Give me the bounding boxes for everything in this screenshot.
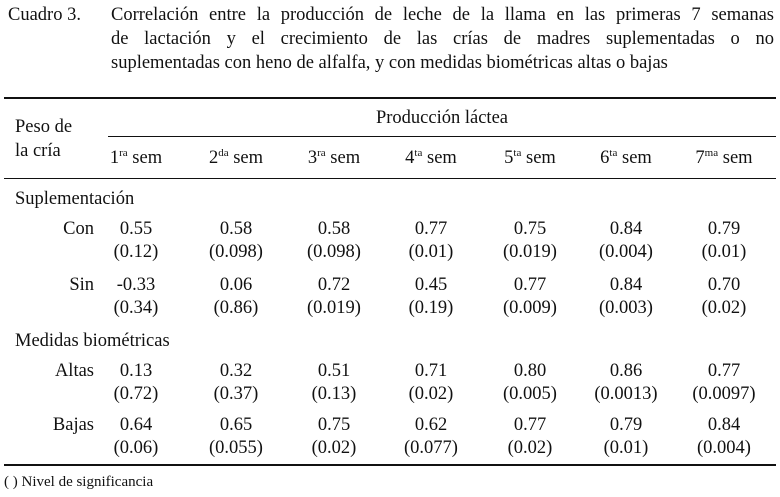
week-unit: sem [427, 148, 457, 168]
significance-value: (0.01) [408, 242, 454, 262]
significance-value: (0.37) [213, 384, 259, 404]
correlation-value: 0.58 [219, 219, 253, 239]
week-ordinal: da [218, 147, 229, 159]
week-number: 5 [504, 148, 514, 168]
significance-value: (0.055) [209, 438, 263, 458]
group-rule [108, 136, 776, 137]
correlation-value: 0.06 [219, 275, 253, 295]
column-header-week-4 [383, 147, 479, 169]
significance-value: (0.077) [404, 438, 458, 458]
correlation-value: 0.55 [119, 219, 153, 239]
significance-value: (0.86) [213, 298, 259, 318]
caption-line: de lactación y el crecimiento de las crías de madres suplementadas o no [111, 29, 774, 49]
significance-value: (0.0013) [594, 384, 658, 404]
significance-value: (0.004) [599, 242, 653, 262]
correlation-value: 0.65 [219, 415, 253, 435]
correlation-value: 0.77 [414, 219, 448, 239]
correlation-value: 0.51 [317, 361, 351, 381]
correlation-value: 0.71 [414, 361, 448, 381]
header-rule [4, 178, 776, 179]
week-ordinal: ma [704, 147, 719, 159]
week-number: 1 [109, 148, 120, 168]
top-rule [4, 97, 776, 99]
significance-value: (0.72) [113, 384, 159, 404]
footnote: ( ) Nivel de significancia [4, 474, 154, 490]
column-header-week-7 [676, 147, 772, 169]
week-unit: sem [622, 148, 652, 168]
week-unit: sem [132, 148, 163, 168]
caption-text [111, 3, 774, 75]
correlation-value: 0.58 [317, 219, 351, 239]
correlation-value: 0.80 [513, 361, 547, 381]
correlation-value: 0.84 [707, 415, 741, 435]
row-header-line1: Peso de [15, 117, 73, 137]
significance-value: (0.004) [697, 438, 751, 458]
significance-value: (0.003) [599, 298, 653, 318]
row-label: Con [63, 219, 94, 239]
significance-value: (0.005) [503, 384, 557, 404]
significance-value: (0.019) [503, 242, 557, 262]
significance-value: (0.13) [311, 384, 357, 404]
correlation-value: 0.13 [119, 361, 153, 381]
group-header: Producción láctea [375, 108, 508, 128]
correlation-value: 0.32 [219, 361, 253, 381]
correlation-value: 0.75 [513, 219, 547, 239]
correlation-value: 0.77 [707, 361, 741, 381]
row-label: Sin [69, 275, 94, 295]
section-title: Medidas biométricas [15, 331, 170, 351]
week-number: 4 [405, 148, 415, 168]
significance-value: (0.02) [408, 384, 454, 404]
week-unit: sem [233, 148, 264, 168]
section-title: Suplementación [15, 189, 135, 209]
week-unit: sem [722, 148, 753, 168]
significance-value: (0.06) [113, 438, 159, 458]
column-header-week-6 [578, 147, 674, 169]
significance-value: (0.02) [507, 438, 553, 458]
correlation-value: 0.86 [609, 361, 643, 381]
significance-value: (0.02) [701, 298, 747, 318]
row-label: Altas [54, 361, 94, 381]
correlation-value: 0.84 [609, 275, 643, 295]
week-number: 3 [307, 148, 318, 168]
week-ordinal: ta [609, 147, 618, 159]
bottom-rule [4, 464, 776, 466]
correlation-value: 0.79 [707, 219, 741, 239]
column-header-week-1 [88, 147, 184, 169]
significance-value: (0.009) [503, 298, 557, 318]
week-number: 6 [600, 148, 610, 168]
column-header-week-5 [482, 147, 578, 169]
week-number: 2 [208, 148, 219, 168]
caption-line: suplementadas con heno de alfalfa, y con medidas biométricas altas o bajas [111, 53, 668, 73]
significance-value: (0.01) [603, 438, 649, 458]
significance-value: (0.12) [113, 242, 159, 262]
correlation-value: 0.79 [609, 415, 643, 435]
significance-value: (0.019) [307, 298, 361, 318]
week-ordinal: ta [513, 147, 522, 159]
caption-line: Correlación entre la producción de leche de la llama en las primeras 7 semanas [111, 5, 774, 25]
week-ordinal: ta [414, 147, 423, 159]
correlation-value: 0.45 [414, 275, 448, 295]
significance-value: (0.34) [113, 298, 159, 318]
week-ordinal: ra [119, 147, 128, 159]
week-unit: sem [330, 148, 361, 168]
significance-value: (0.0097) [692, 384, 756, 404]
correlation-value: 0.84 [609, 219, 643, 239]
correlation-value: -0.33 [116, 275, 156, 295]
row-label: Bajas [52, 415, 94, 435]
week-number: 7 [695, 148, 705, 168]
significance-value: (0.19) [408, 298, 454, 318]
significance-value: (0.01) [701, 242, 747, 262]
row-header-line2: la cría [15, 141, 61, 161]
caption-label: Cuadro 3. [8, 5, 81, 25]
significance-value: (0.098) [209, 242, 263, 262]
correlation-value: 0.75 [317, 415, 351, 435]
correlation-value: 0.77 [513, 275, 547, 295]
significance-value: (0.02) [311, 438, 357, 458]
correlation-value: 0.62 [414, 415, 448, 435]
column-header-week-3 [286, 147, 382, 169]
week-ordinal: ra [317, 147, 326, 159]
significance-value: (0.098) [307, 242, 361, 262]
correlation-value: 0.70 [707, 275, 741, 295]
column-header-week-2 [188, 147, 284, 169]
correlation-value: 0.72 [317, 275, 351, 295]
week-unit: sem [526, 148, 556, 168]
correlation-value: 0.77 [513, 415, 547, 435]
correlation-value: 0.64 [119, 415, 153, 435]
